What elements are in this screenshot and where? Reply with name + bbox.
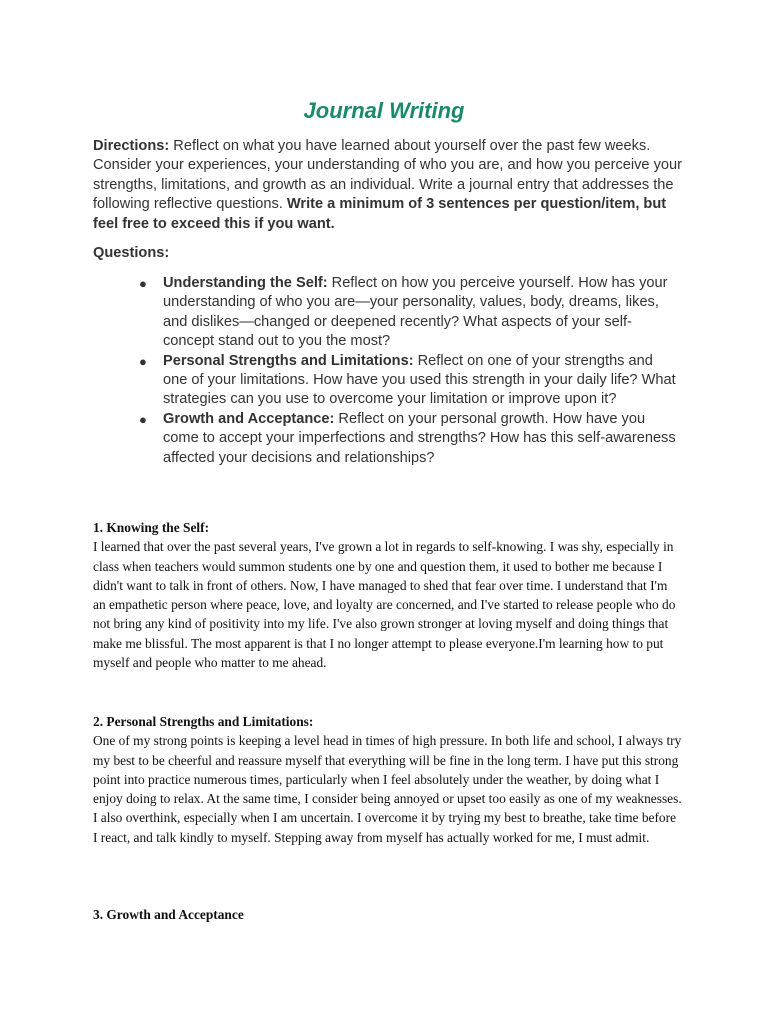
questions-heading: Questions: xyxy=(93,245,170,261)
bullet-icon: ● xyxy=(139,411,147,427)
question-label: Personal Strengths and Limitations: xyxy=(163,352,414,369)
answer-heading: 3. Growth and Acceptance xyxy=(93,907,244,922)
bullet-icon: ● xyxy=(139,276,147,291)
bullet-icon: ● xyxy=(139,353,147,369)
question-item xyxy=(139,352,679,410)
page-title: Journal Writing xyxy=(303,98,465,123)
question-label: Understanding the Self: xyxy=(163,275,328,291)
answer-body: I learned that over the past several years, I've grown a lot in regards to self-knowing. I was shy, especially in class when teachers would summon students one by one and question them, it used to bother me because I didn't want to talk in front of others. Now, I have managed to shed that fear over time. I understand that I'm an empathetic person where peace, love, and loyalty are concerned, and I've started to release people who do not bring any kind of positivity into my life. I've also grown stronger at loving myself and doing things that make me blissful. The most apparent is that I no longer attempt to please everyone.I'm learning how to put myself and people who matter to me ahead. xyxy=(93,539,676,671)
answer-section-strengths-limitations xyxy=(93,712,683,847)
directions-text: Reflect on what you have learned about yourself over the past few weeks. Consider your experiences, your understanding of who you are, and how you perceive your strengths, limitations, and growth as an individual. Write a journal entry that addresses the following reflective questions. xyxy=(93,138,682,213)
answer-section-growth-acceptance xyxy=(93,905,683,924)
answer-heading: 2. Personal Strengths and Limitations: xyxy=(93,714,314,729)
question-text: Reflect on one of your strengths and one of your limitations. How have you used this strength in your daily life? What strategies can you use to overcome your limitation or improve upon it? xyxy=(163,352,676,408)
question-item xyxy=(139,274,679,352)
directions-paragraph xyxy=(93,137,683,234)
question-text: Reflect on how you perceive yourself. How has your understanding of who you are—your personality, values, body, dreams, likes, and dislikes—changed or deepened recently? What aspects of your self-concept stand out to you the most? xyxy=(163,275,668,350)
answer-section-knowing-self xyxy=(93,518,683,672)
questions-list xyxy=(139,274,679,468)
answer-heading: 1. Knowing the Self: xyxy=(93,520,210,535)
answer-body: One of my strong points is keeping a level head in times of high pressure. In both life and school, I always try my best to be cheerful and reassure myself that everything will be fine in the long term. I have put this strong point into practice numerous times, particularly when I feel absolutely under the weather, by doing what I enjoy doing to relax. At the same time, I consider being annoyed or upset too easily as one of my weaknesses. I also overthink, especially when I am uncertain. I overcome it by trying my best to breathe, take time before I react, and talk kindly to myself. Stepping away from myself has actually worked for me, I must admit. xyxy=(93,733,682,845)
question-label: Growth and Acceptance: xyxy=(163,410,335,427)
question-text: Reflect on your personal growth. How have you come to accept your imperfections and strengths? How has this self-awareness affected your decisions and relationships? xyxy=(163,410,676,466)
directions-label: Directions: xyxy=(93,138,170,154)
question-item xyxy=(139,410,679,468)
directions-emphasis: Write a minimum of 3 sentences per question/item, but feel free to exceed this if you want. xyxy=(93,196,667,232)
